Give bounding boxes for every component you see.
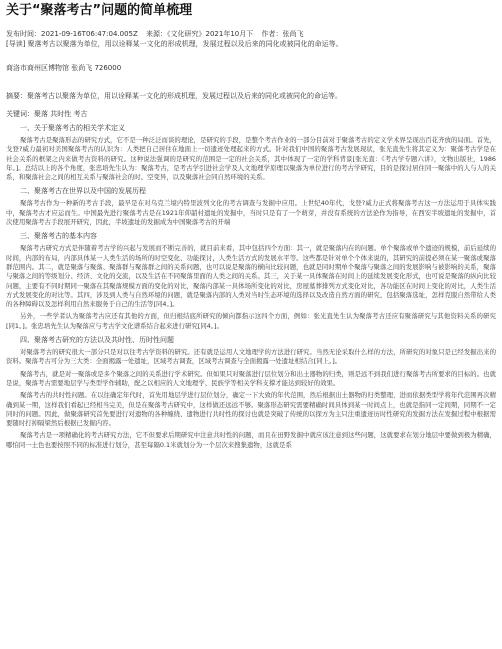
- paragraph: 聚落考古作为一种新的考古手段，最早是在对乌克兰境内特里波列文化的考古调查与发掘中应用。上世纪40年代，戈登?威力正式将聚落考古这一方法运用于具体实践中，聚落考古才应运而生。中国最先进行聚落考古是在1921年仰韶村遗址的发掘中，当时只是有了一个萌芽，并没有系统的方法论作为指导，在西安半坡遗址的发掘中，首次使用聚落考古手段展开研究，因此，半坡遗址的发掘成为中国聚落考古的开端: [6, 199, 496, 227]
- article-meta: [6, 29, 496, 39]
- paragraph: 聚落考古是一项精确化的考古研究方法，它不但要求后期研究中注意共时性的问题，而且在田野发掘中就应该注意到这些问题，这就要求在划分地层中要做到极为精确，哪怕同一土色也要按照不同的标准进行划分，甚至每隔0.1米就划分为一个层次来搜集遗物，这就是系: [6, 431, 496, 449]
- keywords: 关键词：聚落 共时性 考古: [6, 110, 88, 118]
- paragraph: 聚落考古，就是对一聚落或是多个聚落之间的关系进行学术研究。但如果只对聚落进行层位划分和出土器物的归类，则是远不到我们进行聚落考古所要求的目标的。也就是说，聚落考古需要地层学与类型学作辅助，配之以相应的人文地理学、民族学等相关学科支撑才能达到较好的效果。: [6, 369, 496, 387]
- section-heading: 三、聚落考古的基本内容: [20, 232, 97, 241]
- source-journal: 来源：《文化研究》2021年10月下: [146, 30, 254, 38]
- abstract: 摘要：聚落考古以聚落为单位，用以诠释某一文化的形成机理，发展过程以及后来的同化或被同化的命运等。: [6, 92, 342, 100]
- article-title: 关于“聚落考古”问题的简单梳理: [6, 3, 193, 18]
- section-heading: 四、聚落考古研究的方法以及共时性、历时性问题: [20, 336, 174, 345]
- paragraph: 聚落考古的共时性问题。在以往确定年代时，首先用地层学进行层位划分，确定一下大致的年代范围，然后根据出土器物的归类整理，进而依据类型学将年代范围再次精确到某一期，这样我们看起已经相当完美，但是在聚落考古研究中，这样做还远远不够。聚落形态研究需要精确时间具体到某一时间点上，也就是指同一定间期，同期不一定同时的问题。因此，做聚落研究首先要进行对遗物的各种缠绕、遗物进行共时性的探讨也就是突破了传统的以探方为主只注重遗迹历时性研究的发掘方法在发掘过程中根据需要随时打掉隔梁然后根据已发掘内容。: [6, 391, 496, 428]
- section-heading: 二、聚落考古在世界以及中国的发展历程: [20, 187, 146, 196]
- paragraph: 对聚落考古的研究很大一部分只是对以往考古学资料的研究。还有就是运用人文地理学的方法进行研究。当然无论采取什么样的方法，所研究的对象只是已经发掘出来的资料。聚落考古可分为三大类：全面揭露一处遗址，区域考古调查，区域考古调查与全面揭露一处遗址相结合[同上。]。: [6, 348, 496, 366]
- paragraph: 另外，一些学者认为聚落考古应还有其他的方面，但归根结底所研究的倾向都指示这四个方面，例如：张光直先生认为聚落考古还应有聚落研究与其他资料关系的研究[同1。]。张忠培先生认为聚落应与考古学文化谱系结合起来进行研究[同4。]。: [6, 312, 496, 330]
- article-body: [6, 123, 496, 450]
- lead-summary: [导读] 聚落考古以聚落为单位，用以诠释某一文化的形成机理，发展过程以及后来的同化或被同化的命运等。: [6, 40, 343, 48]
- paragraph: 聚落考古研究方式是伴随着考古学的兴起与发展而不断完善的，就目前来看，其中包括四个方面：其一，就是聚落内在的问题。单个聚落或单个遗迹的规模，前后延续的时间，内部的布局，内部具体某一人类生活的场所的时空变化、功能探讨，人类生活方式的发展水平等。这些都是针对单个个体来说的，其研究的前提必须在某一聚落或聚落群范围内。其二，就是聚落与聚落、聚落群与聚落群之间的关系问题，也可以说是聚落的横向比较问题，也就是同时期单个聚落与聚落之间的发展影响与被影响的关系，聚落与聚落之间的等级划分、经济、文化的交流，以及生活在不同聚落里面的人类之间的关系。其三，关于某一具体聚落在时间上的延续发展变化形式，也可说是聚落的纵向比较问题，主要有不同时期同一聚落在其聚落规模方面的变化的对比，聚落内部某一具体场所变化的对比，房屋墓葬排列方式变化对比，各功能区在时间上变化的对比，人类生活方式发展变化的对比等。其四，涉及到人类与自然环境的问题，就是聚落内部的人类对当时生态环境的选择以及改造自然方面的研究，包括聚落选址，怎样克服自然带给人类的各种障碍以及怎样利用自然来服务于自己的生活等[同4。]。: [6, 244, 496, 309]
- publish-date: 发布时间：2021-09-16T06:47:04.005Z: [6, 30, 138, 38]
- section-heading: 一、关于聚落考古的相关学术定义: [20, 124, 125, 132]
- author-name: 作者：张尚飞: [261, 30, 304, 38]
- author-affiliation: 商洛市商州区博物馆 张尚飞 726000: [6, 64, 122, 72]
- paragraph: 聚落考古是聚落形态的研究方式，它不是一种泛泛而谈的理论，是研究的手段，是整个考古作业的一部分目前对于聚落考古的定义学术界呈现出百花齐放的局面。首先，戈登?威力最初对美国聚落考古的认识为：人类把自己居住在地面上一切遗迹处理起来的方式。针对我们中国的聚落考古发展现状，张光直先生将其定义为：聚落考古学是在社会关系的框架之内来做考古资料的研究。这种说法强调的是研究的范围是一定的社会关系，其中体现了一定的学科背景[张光直：《考古学专题六讲》，文物出版社，1986年。]。总结以上的各个角度，张忠培先生认为：聚落考古，是考古学引进社会学及人文地理学原理以聚落为单位进行的考古学研究，目的是探讨居住同一聚落中的人与人的关系，和聚落社会之间的相互关系与聚落社会的时、空变异，以及聚落社会同自然环境的关系。: [6, 136, 496, 182]
